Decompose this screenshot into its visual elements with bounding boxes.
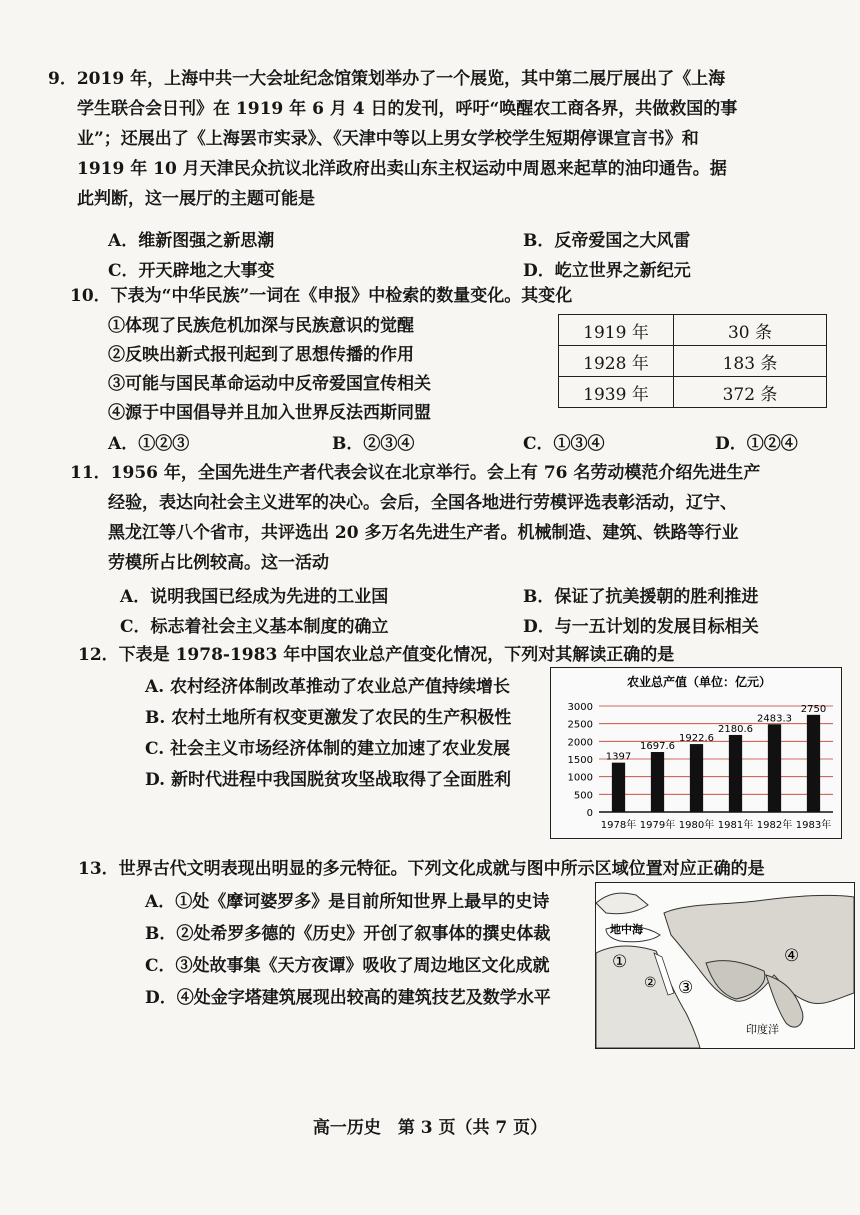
option-c[interactable]: C．开天辟地之大事变: [108, 261, 275, 281]
option-d[interactable]: D．屹立世界之新纪元: [523, 261, 691, 281]
question-line: 黑龙江等八个省市，共评选出 20 多万名先进生产者。机械制造、建筑、铁路等行业: [108, 523, 739, 543]
option-a[interactable]: A．说明我国已经成为先进的工业国: [120, 587, 389, 607]
question-line: 学生联合会日刊》在 1919 年 6 月 4 日的发刊，呼吁“唤醒农工商各界，共做救国的事: [77, 99, 738, 119]
bar-value-label: 1697.6: [640, 741, 675, 753]
sea-label: 地中海: [610, 923, 643, 936]
option-b[interactable]: B．保证了抗美援朝的胜利推进: [523, 587, 759, 607]
map-drawing: [596, 883, 854, 1048]
bar: [768, 724, 781, 812]
question-stem: 下表是 1978-1983 年中国农业总产值变化情况，下列对其解读正确的是: [118, 645, 675, 665]
option-c[interactable]: C．③处故事集《天方夜谭》吸收了周边地区文化成就: [145, 956, 550, 976]
question-line: 经验，表达向社会主义进军的决心。会后，全国各地进行劳模评选表彰活动，辽宁、: [108, 493, 737, 513]
y-tick-label: 500: [573, 790, 593, 802]
y-axis-ticks: [568, 702, 593, 819]
bar: [612, 763, 625, 812]
x-tick-label: 1982年: [756, 820, 793, 831]
x-axis-ticks: [601, 818, 831, 831]
option-b[interactable]: B．反帝爱国之大风雷: [523, 231, 691, 251]
table-cell: 372 条: [674, 377, 827, 408]
y-tick-label: 1000: [567, 772, 593, 784]
chart-bars: [612, 715, 820, 812]
table-cell: 30 条: [674, 315, 827, 346]
table-cell: 183 条: [674, 346, 827, 377]
question-stem: 世界古代文明表现出明显的多元特征。下列文化成就与图中所示区域位置对应正确的是: [118, 859, 765, 879]
question-line: 1956 年，全国先进生产者代表会议在北京举行。会上有 76 名劳动模范介绍先进生产: [110, 463, 761, 483]
ocean-label: 印度洋: [746, 1023, 779, 1036]
marker-2: ②: [644, 975, 657, 991]
option-c[interactable]: C．标志着社会主义基本制度的确立: [120, 617, 389, 637]
chart-title: 农业总产值（单位：亿元）: [626, 675, 772, 689]
search-count-table: [558, 314, 827, 408]
option-b[interactable]: B. 农村土地所有权变更激发了农民的生产积极性: [145, 708, 512, 728]
statement-1: ①体现了民族危机加深与民族意识的觉醒: [108, 316, 414, 336]
question-number: 13．: [78, 859, 119, 879]
y-tick-label: 3000: [567, 702, 593, 713]
option-b[interactable]: B．②③④: [332, 434, 415, 454]
bar: [690, 744, 703, 812]
table-row: [559, 377, 827, 408]
x-tick-label: 1981年: [717, 820, 754, 831]
region-map: [595, 882, 855, 1049]
question-line: 业”；还展出了《上海罢市实录》、《天津中等以上男女学校学生短期停课宣言书》和: [77, 129, 699, 149]
table-row: [559, 346, 827, 377]
question-12-stem: [78, 640, 674, 670]
bar-value-label: 1922.6: [679, 733, 714, 745]
marker-4: ④: [784, 946, 800, 966]
chart-grid: [599, 703, 833, 812]
question-line: 2019 年，上海中共一大会址纪念馆策划举办了一个展览，其中第二展厅展出了《上海: [76, 69, 726, 89]
x-tick-label: 1983年: [795, 820, 832, 831]
y-tick-label: 0: [586, 808, 593, 819]
question-10-stem: [70, 281, 572, 311]
option-d[interactable]: D．④处金字塔建筑展现出较高的建筑技艺及数学水平: [145, 988, 551, 1008]
question-line: 此判断，这一展厅的主题可能是: [77, 189, 315, 209]
statement-4: ④源于中国倡导并且加入世界反法西斯同盟: [108, 403, 431, 423]
bar: [651, 752, 664, 812]
bar-value-label: 2750: [800, 703, 827, 715]
question-number: 10．: [70, 286, 111, 306]
x-tick-label: 1978年: [600, 820, 637, 831]
option-a[interactable]: A. 农村经济体制改革推动了农业总产值持续增长: [145, 677, 511, 697]
x-tick-label: 1979年: [639, 820, 676, 831]
question-number: 11．: [70, 463, 111, 483]
option-a[interactable]: A．①②③: [108, 434, 190, 454]
statement-3: ③可能与国民革命运动中反帝爱国宣传相关: [108, 374, 431, 394]
page-footer: 高一历史 第 3 页（共 7 页）: [312, 1118, 548, 1138]
question-stem: 下表为“中华民族”一词在《申报》中检索的数量变化。其变化: [110, 286, 573, 306]
y-tick-label: 2500: [567, 719, 593, 731]
marker-3: ③: [678, 978, 694, 998]
option-a[interactable]: A．①处《摩诃婆罗多》是目前所知世界上最早的史诗: [145, 892, 550, 912]
question-number: 9．: [48, 69, 77, 89]
marker-1: ①: [612, 952, 628, 972]
y-tick-label: 2000: [567, 737, 593, 749]
question-11-line: [70, 458, 760, 488]
y-tick-label: 1500: [567, 755, 593, 766]
question-number: 12．: [78, 645, 119, 665]
x-tick-label: 1980年: [678, 820, 715, 831]
bar: [729, 735, 742, 812]
question-line: 1919 年 10 月天津民众抗议北洋政府出卖山东主权运动中周恩来起草的油印通告。据: [77, 159, 727, 179]
bar-value-label: 2483.3: [757, 713, 792, 725]
table-cell: 1939 年: [559, 377, 674, 408]
question-13-stem: [78, 854, 765, 884]
option-c[interactable]: C. 社会主义市场经济体制的建立加速了农业发展: [145, 739, 511, 759]
bar-value-label: 1397: [605, 751, 632, 763]
option-d[interactable]: D．①②④: [715, 434, 798, 454]
bar: [807, 715, 820, 812]
option-a[interactable]: A．维新图强之新思潮: [108, 231, 275, 251]
option-d[interactable]: D. 新时代进程中我国脱贫攻坚战取得了全面胜利: [145, 770, 511, 790]
option-b[interactable]: B．②处希罗多德的《历史》开创了叙事体的撰史体裁: [145, 924, 551, 944]
table-cell: 1919 年: [559, 315, 674, 346]
table-cell: 1928 年: [559, 346, 674, 377]
agriculture-output-chart: [550, 667, 842, 839]
statement-2: ②反映出新式报刊起到了思想传播的作用: [108, 345, 414, 365]
bar-chart: [551, 668, 841, 838]
option-d[interactable]: D．与一五计划的发展目标相关: [523, 617, 759, 637]
bar-value-labels: [606, 704, 826, 763]
bar-value-label: 2180.6: [718, 723, 753, 735]
option-c[interactable]: C．①③④: [523, 434, 605, 454]
question-9: [48, 64, 838, 214]
question-line: 劳模所占比例较高。这一活动: [108, 553, 329, 573]
table-row: [559, 315, 827, 346]
